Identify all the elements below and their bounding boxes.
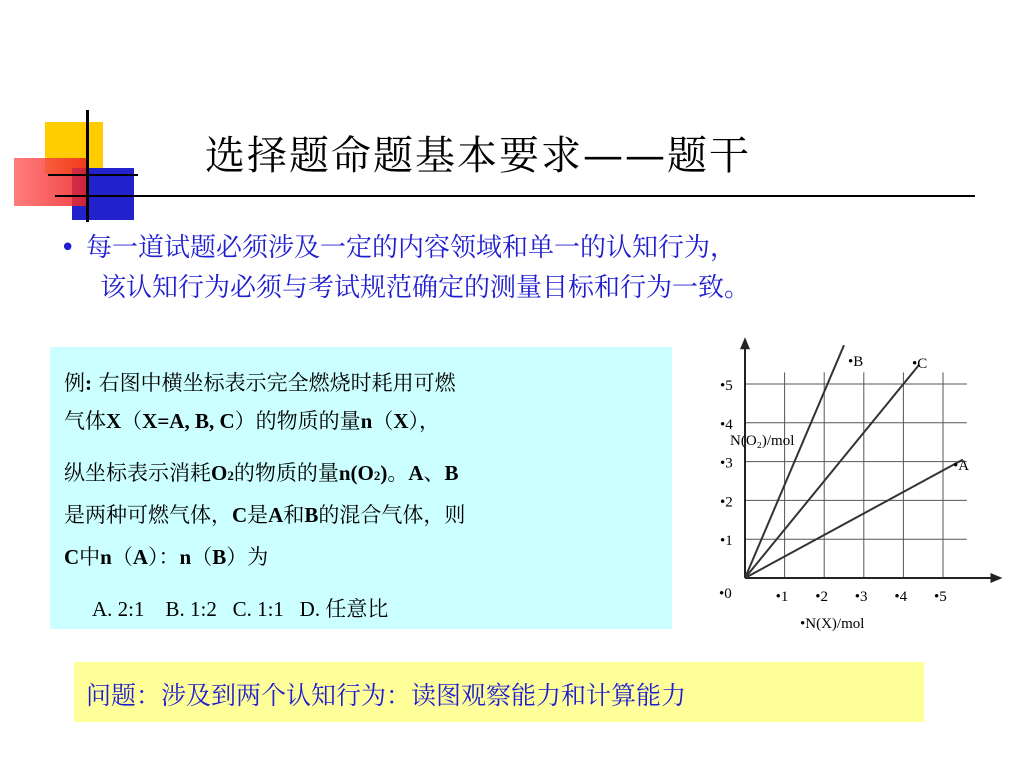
- series-line-2: [745, 365, 919, 578]
- x-tick-label: •5: [934, 589, 947, 605]
- y-tick-label: •4: [720, 416, 733, 433]
- example-options: A. 2:1 B. 1:2 C. 1:1 D. 任意比: [92, 597, 389, 621]
- series-label-1: •B: [848, 354, 864, 370]
- series-label-2: •C: [912, 356, 928, 372]
- y-axis-arrow: [740, 337, 750, 349]
- example-line-4: 是两种可燃气体，C是A和B的混合气体，则: [64, 503, 466, 527]
- example-line-5: C中n（A）：n（B）为: [64, 545, 269, 569]
- x-axis-arrow: [990, 573, 1002, 583]
- problem-box: [74, 662, 924, 722]
- x-tick-label: •4: [894, 589, 908, 605]
- y-tick-label: •2: [720, 494, 733, 511]
- bullet-line-2: 该认知行为必须与考试规范确定的测量目标和行为一致。: [100, 273, 751, 303]
- y-tick-label: •5: [720, 378, 733, 394]
- x-tick-label: •3: [854, 589, 868, 605]
- chart-labels: [719, 354, 969, 632]
- y-axis-label: N(O₂)/mol: [730, 433, 795, 449]
- x-tick-label: •0: [719, 586, 732, 602]
- bullet-marker: •: [60, 233, 76, 263]
- series-line-3: [745, 460, 963, 578]
- example-line-2: 气体X（X=A, B, C）的物质的量n（X），: [64, 409, 441, 433]
- y-tick-label: •3: [720, 455, 733, 472]
- y-tick-label: •1: [720, 533, 733, 550]
- x-axis-label: •N(X)/mol: [800, 616, 865, 632]
- example-line-1: 例: 右图中横坐标表示完全燃烧时耗用可燃: [64, 371, 456, 395]
- example-line-3: 纵坐标表示消耗O2的物质的量n(O2)。A、B: [64, 461, 459, 485]
- series-label-3: •A: [953, 458, 970, 474]
- slide-title: 选择题命题基本要求——题干: [205, 133, 751, 179]
- x-tick-label: •1: [775, 589, 789, 605]
- problem-text: 问题：涉及到两个认知行为：读图观察能力和计算能力: [86, 681, 687, 710]
- x-tick-label: •2: [815, 589, 828, 605]
- bullet-line-1: 每一道试题必须涉及一定的内容领域和单一的认知行为，: [86, 233, 737, 263]
